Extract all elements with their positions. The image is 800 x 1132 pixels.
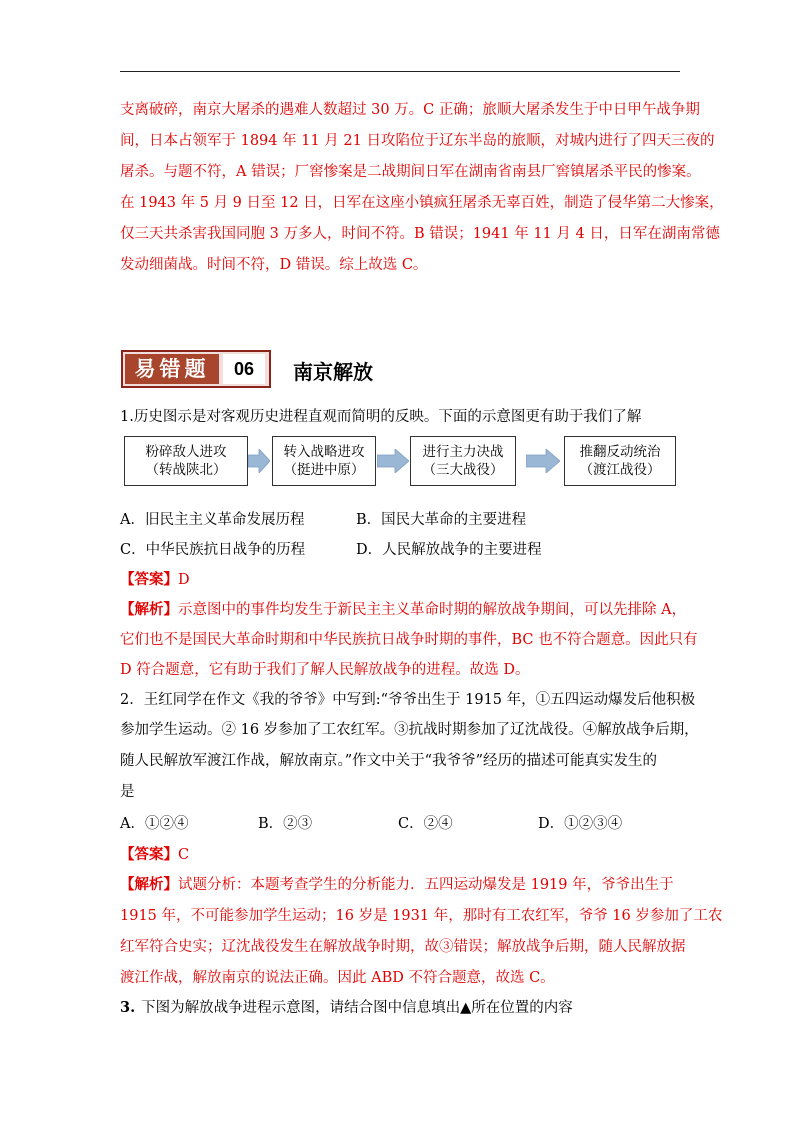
flow-arrow-icon xyxy=(248,449,270,473)
section-title: 南京解放 xyxy=(293,360,373,384)
q2-analysis-line: 1915 年，不可能参加学生运动；16 岁是 1931 年，那时有工农红军，爷爷 16 岁参加了工农 xyxy=(120,908,723,924)
q2-analysis-line: 渡江作战，解放南京的说法正确。因此 ABD 不符合题意，故选 C。 xyxy=(120,970,555,986)
section-badge-number: 06 xyxy=(223,354,265,384)
q2-answer xyxy=(120,843,189,864)
explanation-line: 仅三天共杀害我国同胞 3 万多人，时间不符。B 错误；1941 年 11 月 4 日，日军在湖南常德 xyxy=(120,226,720,242)
explanation-line: 间，日本占领军于 1894 年 11 月 21 日攻陷位于辽东半岛的旅顺，对城内进行了四天三夜的 xyxy=(120,133,715,149)
q1-analysis-line: 它们也不是国民大革命时期和中华民族抗日战争时期的事件，BC 也不符合题意。因此只有 xyxy=(120,632,698,648)
q1-analysis-line: D 符合题意，它有助于我们了解人民解放战争的进程。故选 D。 xyxy=(120,662,530,678)
answer-value: D xyxy=(178,572,190,588)
q1-option-b: B．国民大革命的主要进程 xyxy=(356,512,527,528)
q3-number: 3. xyxy=(120,999,136,1016)
q1-option-d: D．人民解放战争的主要进程 xyxy=(356,542,542,558)
q2-analysis-line: 【解析】试题分析：本题考查学生的分析能力．五四运动爆发是 1919 年，爷爷出生于 xyxy=(120,876,674,893)
flow-box-1: 粉碎敌人进攻 （转战陕北） xyxy=(124,436,248,486)
q1-stem: 1.历史图示是对客观历史进程直观而简明的反映。下面的示意图更有助于我们了解 xyxy=(120,409,642,425)
q2-stem-line: 参加学生运动。② 16 岁参加了工农红军。③抗战时期参加了辽沈战役。④解放战争后期， xyxy=(120,722,699,738)
q2-option-d: D．①②③④ xyxy=(538,816,623,832)
section-badge xyxy=(121,350,271,388)
answer-label: 【答案】 xyxy=(120,846,178,863)
q3-stem: 3. 下图为解放战争进程示意图，请结合图中信息填出▲所在位置的内容 xyxy=(120,999,573,1016)
q2-option-a: A．①②④ xyxy=(120,816,189,832)
explanation-line: 发动细菌战。时间不符，D 错误。综上故选 C。 xyxy=(120,257,428,273)
q1-answer xyxy=(120,568,190,589)
q2-option-b: B．②③ xyxy=(258,816,313,832)
q2-analysis-line: 红军符合史实；辽沈战役发生在解放战争时期，故③错误；解放战争后期，随人民解放据 xyxy=(120,939,686,955)
flow-box-4: 推翻反动统治 （渡江战役） xyxy=(564,436,676,486)
explanation-line: 在 1943 年 5 月 9 日至 12 日，日军在这座小镇疯狂屠杀无辜百姓，制造了侵华第二大惨案， xyxy=(120,195,724,211)
explanation-line: 支离破碎，南京大屠杀的遇难人数超过 30 万。C 正确；旅顺大屠杀发生于中日甲午战争期 xyxy=(120,102,700,118)
q2-option-c: C．②④ xyxy=(398,816,453,832)
q1-option-c: C．中华民族抗日战争的历程 xyxy=(120,542,306,558)
header-rule xyxy=(120,71,680,72)
answer-value: C xyxy=(178,847,190,863)
q2-stem-line: 随人民解放军渡江作战，解放南京。”作文中关于“我爷爷”经历的描述可能真实发生的 xyxy=(120,753,657,769)
explanation-line: 屠杀。与题不符，A 错误；厂窖惨案是二战期间日军在湖南省南县厂窖镇屠杀平民的惨案。 xyxy=(120,164,701,180)
analysis-label: 【解析】 xyxy=(120,601,178,618)
section-badge-label: 易错题 xyxy=(125,354,219,384)
q1-option-a: A．旧民主主义革命发展历程 xyxy=(120,512,305,528)
flow-arrow-icon xyxy=(526,449,560,473)
flow-box-2: 转入战略进攻 （挺进中原） xyxy=(272,436,376,486)
q2-stem-line: 是 xyxy=(120,784,135,800)
q2-stem-line: 2．王红同学在作文《我的爷爷》中写到:“爷爷出生于 1915 年，①五四运动爆发后他积极 xyxy=(120,692,696,708)
analysis-label: 【解析】 xyxy=(120,876,178,893)
answer-label: 【答案】 xyxy=(120,571,178,588)
flow-arrow-icon xyxy=(377,449,409,473)
q1-analysis-line: 【解析】示意图中的事件均发生于新民主主义革命时期的解放战争期间，可以先排除 A， xyxy=(120,601,687,618)
flow-box-3: 进行主力决战 （三大战役） xyxy=(410,436,516,486)
